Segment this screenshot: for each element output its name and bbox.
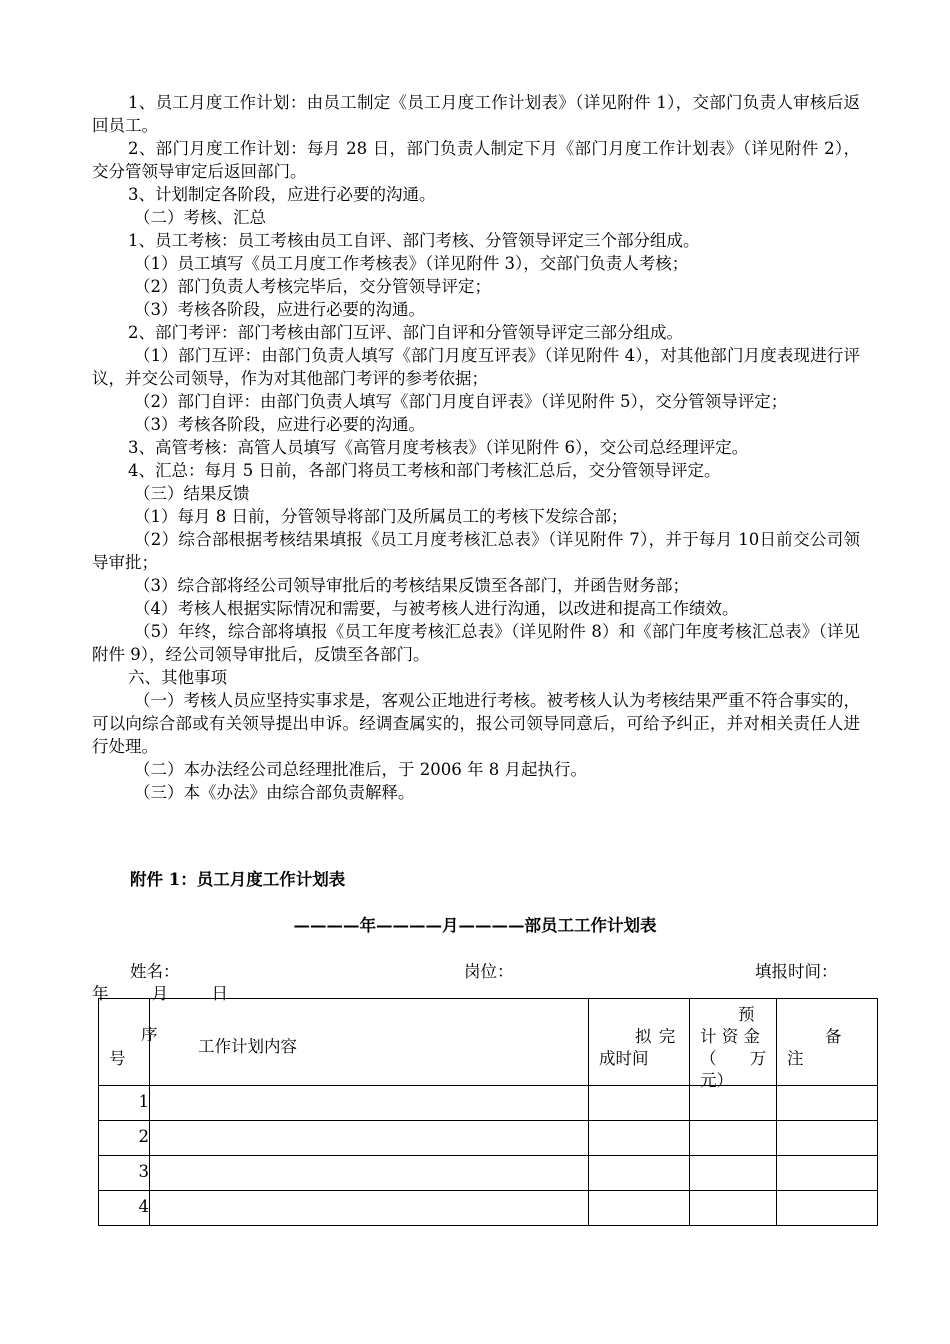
attachment-title: 附件 1：员工月度工作计划表 — [130, 870, 346, 889]
name-label: 姓名： — [130, 962, 180, 981]
paragraph: 1、员工考核：员工考核由员工自评、部门考核、分管领导评定三个部分组成。 — [128, 231, 700, 250]
table-row — [99, 1086, 878, 1121]
paragraph: 2、部门月度工作计划：每月 28 日，部门负责人制定下月《部门月度工作计划表》（详见附件 2），交分管领导审定后返回部门。 — [92, 139, 860, 181]
paragraph: （4）考核人根据实际情况和需要，与被考核人进行沟通，以改进和提高工作绩效。 — [134, 599, 739, 618]
paragraph: （一）考核人员应坚持实事求是，客观公正地进行考核。被考核人认为考核结果严重不符合事实的，可以向综合部或有关领导提出申诉。经调查属实的，报公司领导同意后，可给予纠正，并对相关责任人进行处理。 — [92, 691, 860, 756]
table-row — [99, 1191, 878, 1226]
paragraph: （5）年终，综合部将填报《员工年度考核汇总表》（详见附件 8）和《部门年度考核汇总表》（详见附件 9），经公司领导审批后，反馈至各部门。 — [92, 622, 860, 664]
form-title: ————年————月————部员工工作计划表 — [293, 916, 657, 935]
date-line: 年 月 日 — [92, 984, 228, 1003]
header-seq: 序 号 — [99, 999, 150, 1086]
position-label: 岗位： — [464, 962, 514, 981]
header-content: 工作计划内容 — [150, 999, 589, 1086]
document-body — [92, 91, 860, 804]
paragraph: （3）考核各阶段，应进行必要的沟通。 — [134, 300, 425, 319]
paragraph: （三）结果反馈 — [134, 484, 250, 503]
paragraph: （2）部门负责人考核完毕后，交分管领导评定； — [134, 277, 491, 296]
row-number: 3 — [138, 1162, 149, 1181]
paragraph: 2、部门考评：部门考核由部门互评、部门自评和分管领导评定三部分组成。 — [128, 323, 683, 342]
work-plan-table — [98, 998, 878, 1226]
header-estimated-fund: 预 计 资 金 （ 万 元） — [690, 999, 777, 1086]
paragraph: （1）每月 8 日前，分管领导将部门及所属员工的考核下发综合部； — [134, 507, 628, 526]
paragraph: 4、汇总：每月 5 日前，各部门将员工考核和部门考核汇总后，交分管领导评定。 — [128, 461, 721, 480]
row-number: 4 — [138, 1197, 149, 1216]
paragraph: （1）部门互评：由部门负责人填写《部门月度互评表》（详见附件 4），对其他部门月度表现进行评议，并交公司领导，作为对其他部门考评的参考依据； — [92, 346, 860, 388]
date-label: 填报时间： — [755, 962, 838, 981]
header-completion-time: 拟 完 成时间 — [589, 999, 690, 1086]
row-number: 1 — [138, 1092, 149, 1111]
paragraph: （2）部门自评：由部门负责人填写《部门月度自评表》（详见附件 5），交分管领导评定； — [134, 392, 788, 411]
header-remarks: 备 注 — [777, 999, 878, 1086]
paragraph: （3）考核各阶段，应进行必要的沟通。 — [134, 415, 425, 434]
paragraph: （1）员工填写《员工月度工作考核表》（详见附件 3），交部门负责人考核； — [134, 254, 689, 273]
paragraph: 六、其他事项 — [128, 668, 227, 687]
paragraph: （二）本办法经公司总经理批准后，于 2006 年 8 月起执行。 — [134, 760, 587, 779]
paragraph: 3、计划制定各阶段，应进行必要的沟通。 — [128, 185, 436, 204]
row-number: 2 — [138, 1127, 149, 1146]
table-row — [99, 1121, 878, 1156]
table-header-row — [99, 999, 878, 1086]
paragraph: （2）综合部根据考核结果填报《员工月度考核汇总表》（详见附件 7），并于每月 10日前交公司领导审批； — [92, 530, 860, 572]
paragraph: （3）综合部将经公司领导审批后的考核结果反馈至各部门，并函告财务部； — [134, 576, 689, 595]
table-row — [99, 1156, 878, 1191]
paragraph: 3、高管考核：高管人员填写《高管月度考核表》（详见附件 6），交公司总经理评定。 — [128, 438, 749, 457]
paragraph: 1、员工月度工作计划：由员工制定《员工月度工作计划表》（详见附件 1），交部门负责人审核后返回员工。 — [92, 93, 860, 135]
paragraph: （二）考核、汇总 — [134, 208, 266, 227]
paragraph: （三）本《办法》由综合部负责解释。 — [134, 783, 415, 802]
